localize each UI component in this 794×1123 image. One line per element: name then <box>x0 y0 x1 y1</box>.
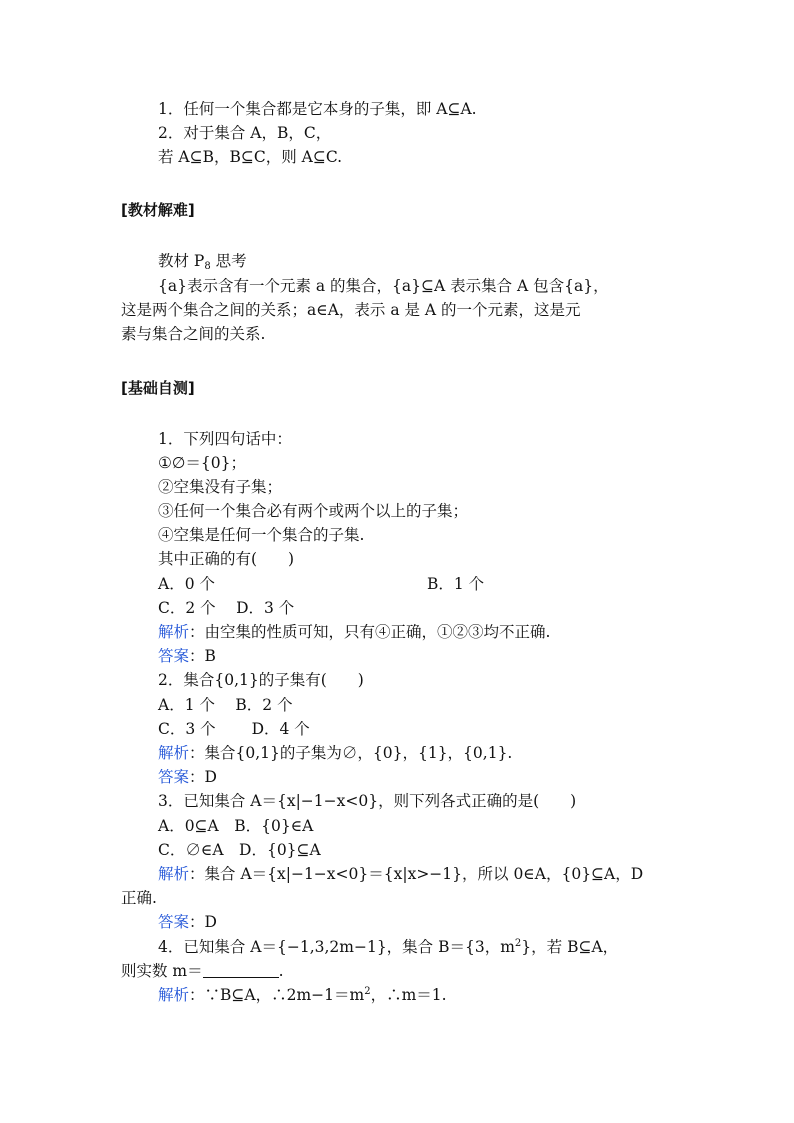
heading-textbook: [教材解难] <box>121 201 195 219</box>
q2-options-ab: A．1 个 B．2 个 <box>158 696 293 714</box>
q1-options-cd: C．2 个 D．3 个 <box>158 599 295 617</box>
q2-analysis-text: ：集合{0,1}的子集为∅，{0}，{1}，{0,1}. <box>189 744 513 762</box>
q2-answer-label: 答案 <box>158 768 190 786</box>
q2-answer <box>158 766 217 788</box>
intro-line-3: 若 A⊆B，B⊆C，则 A⊆C. <box>158 148 343 166</box>
q3-options-cd: C．∅∈A D．{0}⊆A <box>158 841 321 859</box>
intro-line-1: 1．任何一个集合都是它本身的子集，即 A⊆A. <box>158 100 477 118</box>
q3-analysis-label: 解析 <box>158 865 190 883</box>
q1-statement-4: ④空集是任何一个集合的子集. <box>158 526 365 544</box>
q1-statement-3: ③任何一个集合必有两个或两个以上的子集； <box>158 502 469 520</box>
q4-analysis-exponent: 2 <box>364 986 371 997</box>
q3-stem: 3．已知集合 A＝{x|−1−x<0}，则下列各式正确的是( ) <box>158 792 577 810</box>
q3-answer-label: 答案 <box>158 913 190 931</box>
q1-options-ab <box>158 573 658 595</box>
q1-option-a: A．0 个 <box>158 575 215 593</box>
heading-basic-test: [基础自测] <box>121 379 195 397</box>
q4-stem-line-2 <box>121 960 284 982</box>
q2-analysis-label: 解析 <box>158 744 190 762</box>
textbook-subtitle-page: 8 <box>204 261 211 272</box>
q1-ask: 其中正确的有( ) <box>158 550 295 568</box>
q4-stem <box>158 936 618 958</box>
q4-stem2-part-b: . <box>278 962 284 980</box>
q2-options-cd: C．3 个 D．4 个 <box>158 720 310 738</box>
q4-stem2-part-a: 则实数 m＝ <box>121 962 203 980</box>
q3-options-ab: A．0⊆A B．{0}∈A <box>158 817 314 835</box>
q4-analysis <box>158 984 447 1006</box>
q3-answer <box>158 911 217 933</box>
q3-analysis <box>158 863 643 885</box>
textbook-para-2: 这是两个集合之间的关系；a∈A，表示 a 是 A 的一个元素，这是元 <box>121 301 581 319</box>
q4-stem-part-b: }，若 B⊆A， <box>521 938 619 956</box>
q4-stem-exponent: 2 <box>514 938 522 949</box>
q3-answer-text: ：D <box>189 913 217 931</box>
textbook-para-1: {a}表示含有一个元素 a 的集合，{a}⊆A 表示集合 A 包含{a}， <box>158 277 609 295</box>
textbook-para-3: 素与集合之间的关系. <box>121 325 266 343</box>
q2-stem: 2．集合{0,1}的子集有( ) <box>158 671 364 689</box>
q4-analysis-part-b: ，∴m＝1. <box>370 986 447 1004</box>
q3-analysis-text: ：集合 A＝{x|−1−x<0}＝{x|x>−1}，所以 0∈A，{0}⊆A，D <box>189 865 644 883</box>
q1-answer <box>158 645 216 667</box>
q1-option-b: B．1 个 <box>427 575 485 593</box>
q1-statement-2: ②空集没有子集； <box>158 478 283 496</box>
q2-analysis <box>158 742 512 764</box>
textbook-subtitle <box>158 250 247 272</box>
q4-analysis-label: 解析 <box>158 986 190 1004</box>
q1-analysis <box>158 621 550 643</box>
q1-statement-1: ①∅＝{0}； <box>158 454 246 472</box>
textbook-subtitle-prefix: 教材 P <box>158 252 205 270</box>
q4-analysis-part-a: ：∵B⊆A，∴2m−1＝m <box>189 986 365 1004</box>
q1-answer-label: 答案 <box>158 647 190 665</box>
q4-answer-blank <box>203 963 279 978</box>
q4-stem-part-a: 4．已知集合 A＝{−1,3,2m−1}，集合 B＝{3，m <box>158 938 515 956</box>
q1-answer-text: ：B <box>189 647 216 665</box>
textbook-subtitle-suffix: 思考 <box>210 252 247 270</box>
q3-analysis-continued: 正确. <box>121 889 157 907</box>
intro-line-2: 2．对于集合 A，B，C， <box>158 124 332 142</box>
q1-analysis-label: 解析 <box>158 623 190 641</box>
q1-stem: 1．下列四句话中： <box>158 430 292 448</box>
q1-analysis-text: ：由空集的性质可知，只有④正确，①②③均不正确. <box>189 623 551 641</box>
q2-answer-text: ：D <box>189 768 217 786</box>
